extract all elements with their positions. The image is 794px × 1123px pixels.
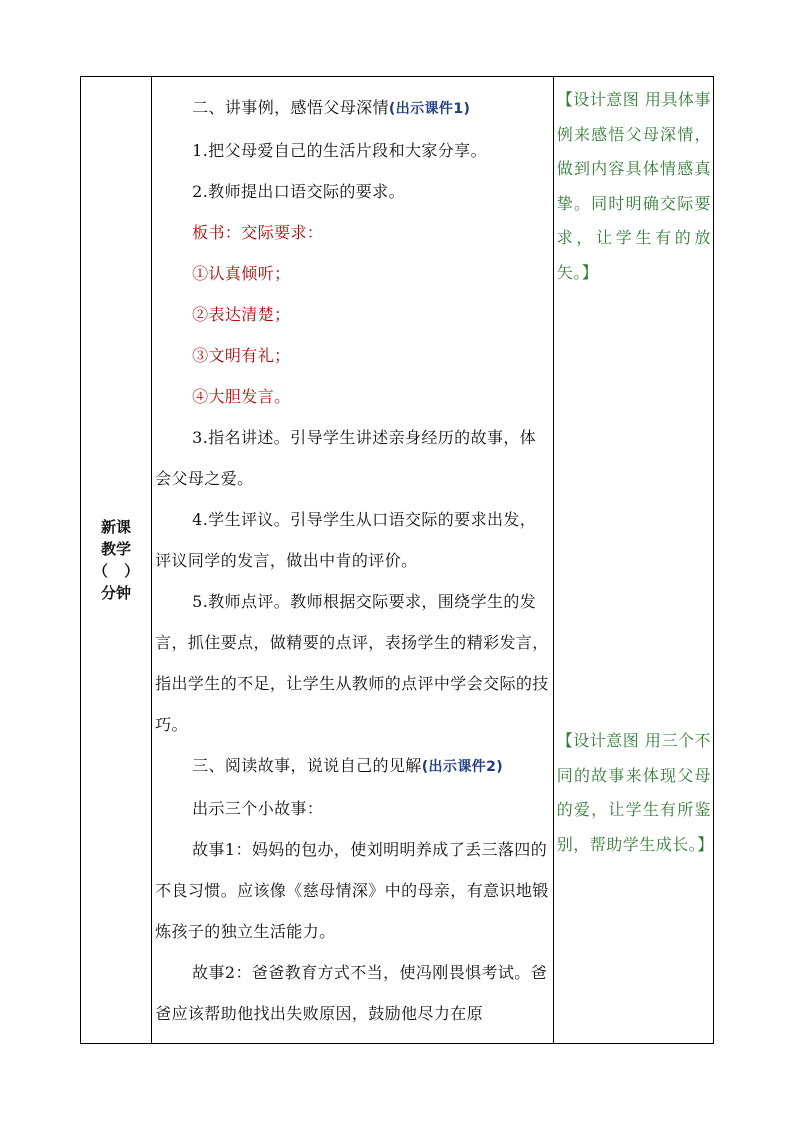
requirement-3: ③文明有礼；	[192, 346, 291, 365]
story-2: 故事2：爸爸教育方式不当，使冯刚畏惧考试。爸爸应该帮助他找出失败原因，鼓励他尽力在原	[155, 963, 548, 1023]
section3-title: 三、阅读故事，说说自己的见解	[192, 756, 422, 775]
stage-label-line2: 教学	[101, 540, 132, 558]
stage-cell	[81, 77, 152, 1044]
item-2: 2.教师提出口语交际的要求。	[192, 182, 405, 201]
requirement-1: ①认真倾听；	[192, 264, 291, 283]
table-row	[81, 77, 714, 1044]
board-title: 板书：交际要求：	[192, 223, 324, 242]
item-5: 5.教师点评。教师根据交际要求，围绕学生的发言，抓住要点，做精要的点评，表扬学生的精彩发言，指出学生的不足，让学生从教师的点评中学会交际的技巧。	[155, 592, 549, 734]
requirement-4: ④大胆发言。	[192, 387, 291, 406]
design-intent-note-1: 【设计意图 用具体事例来感悟父母深情，做到内容具体情感真挚。同时明确交际要求，让学生有的放矢。】	[556, 90, 711, 282]
section2-heading	[155, 87, 549, 130]
requirement-2: ②表达清楚；	[192, 305, 291, 324]
stage-label-line4: 分钟	[101, 584, 132, 602]
section2-courseware-tag: (出示课件1)	[388, 101, 471, 117]
section2-title: 二、讲事例，感悟父母深情	[192, 98, 389, 117]
section3-courseware-tag: (出示课件2)	[421, 759, 504, 775]
item-1: 1.把父母爱自己的生活片段和大家分享。	[192, 141, 487, 160]
design-intent-cell	[553, 77, 713, 1044]
paren-close: ）	[124, 562, 140, 580]
paren-open: （	[93, 562, 109, 580]
item-3: 3.指名讲述。引导学生讲述亲身经历的故事，体会父母之爱。	[155, 428, 537, 488]
stories-intro: 出示三个小故事：	[192, 799, 324, 818]
item-4: 4.学生评议。引导学生从口语交际的要求出发，评议同学的发言，做出中肯的评价。	[155, 510, 537, 570]
teaching-content-cell	[152, 77, 554, 1044]
stage-duration-blank	[81, 560, 151, 582]
stage-label-line1: 新课	[101, 518, 132, 536]
section3-heading	[155, 745, 549, 788]
story-1: 故事1：妈妈的包办，使刘明明养成了丢三落四的不良习惯。应该像《慈母情深》中的母亲，有意识地锻炼孩子的独立生活能力。	[155, 840, 549, 941]
design-intent-note-2: 【设计意图 用三个不同的故事来体现父母的爱，让学生有所鉴别，帮助学生成长。】	[556, 731, 714, 854]
lesson-plan-table	[80, 76, 714, 1044]
